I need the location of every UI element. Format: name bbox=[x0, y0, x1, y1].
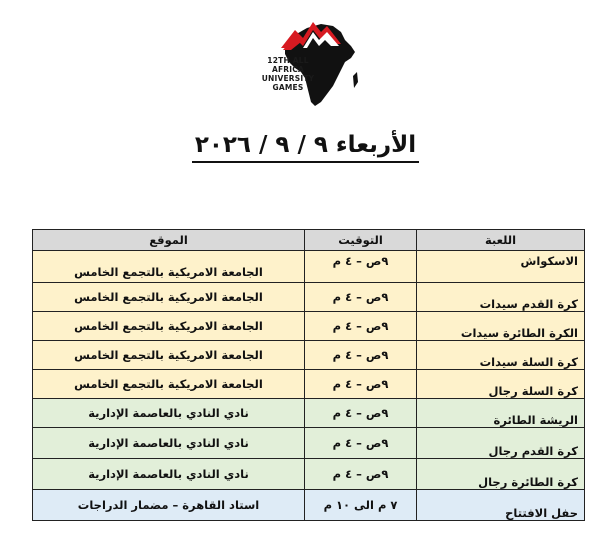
header-game: اللعبة bbox=[417, 230, 585, 251]
schedule-table bbox=[32, 229, 585, 521]
cell-location: الجامعة الامريكية بالتجمع الخامس bbox=[33, 312, 305, 341]
cell-time: ٩ص – ٤ م bbox=[305, 283, 417, 312]
header-time: التوقيت bbox=[305, 230, 417, 251]
table-row bbox=[33, 490, 585, 521]
games-logo bbox=[255, 6, 365, 110]
cell-location: الجامعة الامريكية بالتجمع الخامس bbox=[33, 341, 305, 370]
table-row bbox=[33, 399, 585, 428]
table-row bbox=[33, 251, 585, 283]
cell-time: ٩ص – ٤ م bbox=[305, 251, 417, 283]
table-row bbox=[33, 370, 585, 399]
date-heading: الأربعاء ٩ / ٩ / ٢٠٢٦ bbox=[192, 130, 419, 163]
cell-location: الجامعة الامريكية بالتجمع الخامس bbox=[33, 251, 305, 283]
cell-game: كرة القدم سيدات bbox=[417, 283, 585, 312]
logo-text: 12TH ALL AFRICA UNIVERSITY GAMES bbox=[261, 56, 315, 92]
cell-time: ٩ص – ٤ م bbox=[305, 312, 417, 341]
cell-location: استاد القاهرة – مضمار الدراجات bbox=[33, 490, 305, 521]
table-row bbox=[33, 341, 585, 370]
cell-location: نادي النادي بالعاصمة الإدارية bbox=[33, 459, 305, 490]
cell-game: الاسكواش bbox=[417, 251, 585, 283]
table-row bbox=[33, 428, 585, 459]
cell-location: نادي النادي بالعاصمة الإدارية bbox=[33, 399, 305, 428]
table-row bbox=[33, 459, 585, 490]
cell-game: كرة الطائرة رجال bbox=[417, 459, 585, 490]
cell-location: نادي النادي بالعاصمة الإدارية bbox=[33, 428, 305, 459]
table-row bbox=[33, 283, 585, 312]
cell-time: ٩ص – ٤ م bbox=[305, 399, 417, 428]
cell-game: الريشة الطائرة bbox=[417, 399, 585, 428]
table-row bbox=[33, 312, 585, 341]
cell-time: ٩ص – ٤ م bbox=[305, 370, 417, 399]
cell-location: الجامعة الامريكية بالتجمع الخامس bbox=[33, 283, 305, 312]
cell-time: ٩ص – ٤ م bbox=[305, 428, 417, 459]
cell-game: كرة السلة سيدات bbox=[417, 341, 585, 370]
cell-time: ٧ م الى ١٠ م bbox=[305, 490, 417, 521]
cell-time: ٩ص – ٤ م bbox=[305, 459, 417, 490]
cell-game: كرة القدم رجال bbox=[417, 428, 585, 459]
table-header-row bbox=[33, 230, 585, 251]
cell-game: حفل الافتتاح bbox=[417, 490, 585, 521]
header-location: الموقع bbox=[33, 230, 305, 251]
cell-location: الجامعة الامريكية بالتجمع الخامس bbox=[33, 370, 305, 399]
cell-game: كرة السلة رجال bbox=[417, 370, 585, 399]
cell-time: ٩ص – ٤ م bbox=[305, 341, 417, 370]
cell-game: الكرة الطائرة سيدات bbox=[417, 312, 585, 341]
page-title bbox=[0, 122, 611, 163]
